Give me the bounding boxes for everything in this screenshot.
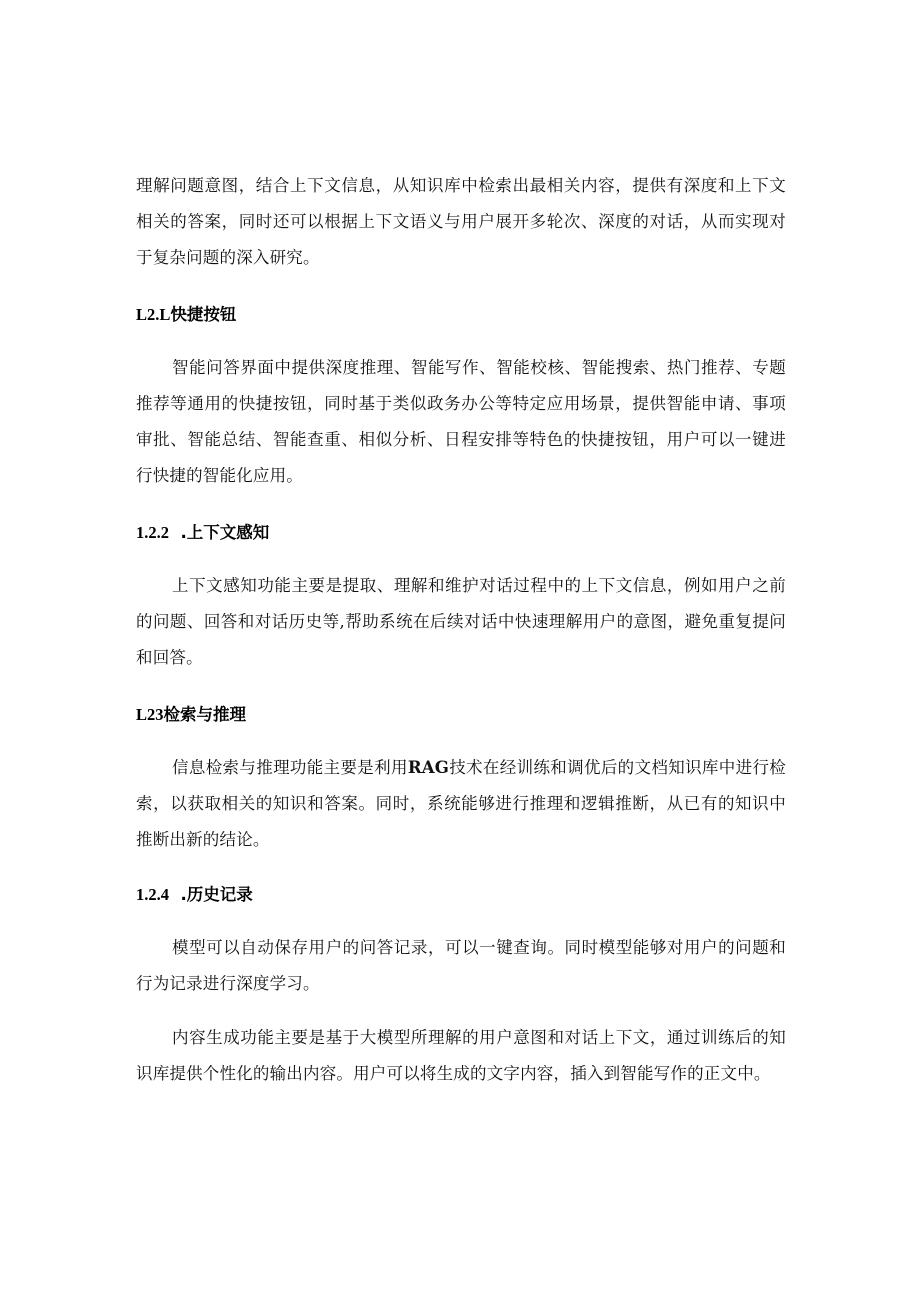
section-heading-retrieval-reasoning: [136, 703, 246, 727]
content-generation-paragraph: 内容生成功能主要是基于大模型所理解的用户意图和对话上下文，通过训练后的知识库提供个性化的输出内容。用户可以将生成的文字内容，插入到智能写作的正文中。: [136, 1028, 786, 1083]
section-heading-context-awareness: [136, 521, 269, 545]
history-paragraph: 模型可以自动保存用户的问答记录，可以一键查询。同时模型能够对用户的问题和行为记录进行深度学习。: [136, 938, 786, 993]
context-awareness-paragraph: 上下文感知功能主要是提取、理解和维护对话过程中的上下文信息，例如用户之前的问题、回答和对话历史等,帮助系统在后续对话中快速理解用户的意图，避免重复提问和回答。: [136, 576, 786, 667]
section-heading-quick-buttons: [136, 303, 236, 327]
section-number: 1.2.4: [136, 885, 169, 904]
section-title: 检索与推理: [163, 705, 247, 724]
paragraph-text-pre: 信息检索与推理功能主要是利用: [172, 758, 408, 777]
section-number: L2.L: [136, 305, 171, 324]
paragraph-text-post: 技术在经训练和调优后的文档知识库中进行检索，以获取相关的知识和答案。同时，系统能够进行推理和逻辑推断，从已有的知识中推断出新的结论。: [136, 758, 787, 849]
section-title: 快捷按钮: [170, 305, 237, 324]
section-title: .历史记录: [180, 885, 253, 904]
quick-buttons-paragraph: 智能问答界面中提供深度推理、智能写作、智能校核、智能搜索、热门推荐、专题推荐等通用的快捷按钮，同时基于类似政务办公等特定应用场景，提供智能申请、事项审批、智能总结、智能查重、相似分析、日程安排等特色的快捷按钮，用户可以一键进行快捷的智能化应用。: [136, 358, 786, 485]
section-heading-history: [136, 883, 253, 907]
section-title: .上下文感知: [180, 523, 270, 542]
section-number: 1.2.2: [136, 523, 169, 542]
intro-paragraph: 理解问题意图，结合上下文信息，从知识库中检索出最相关内容，提供有深度和上下文相关的答案，同时还可以根据上下文语义与用户展开多轮次、深度的对话，从而实现对于复杂问题的深入研究。: [136, 176, 786, 267]
section-number: L23: [136, 705, 164, 724]
retrieval-reasoning-paragraph: [136, 750, 786, 858]
rag-term: RAG: [407, 758, 450, 777]
